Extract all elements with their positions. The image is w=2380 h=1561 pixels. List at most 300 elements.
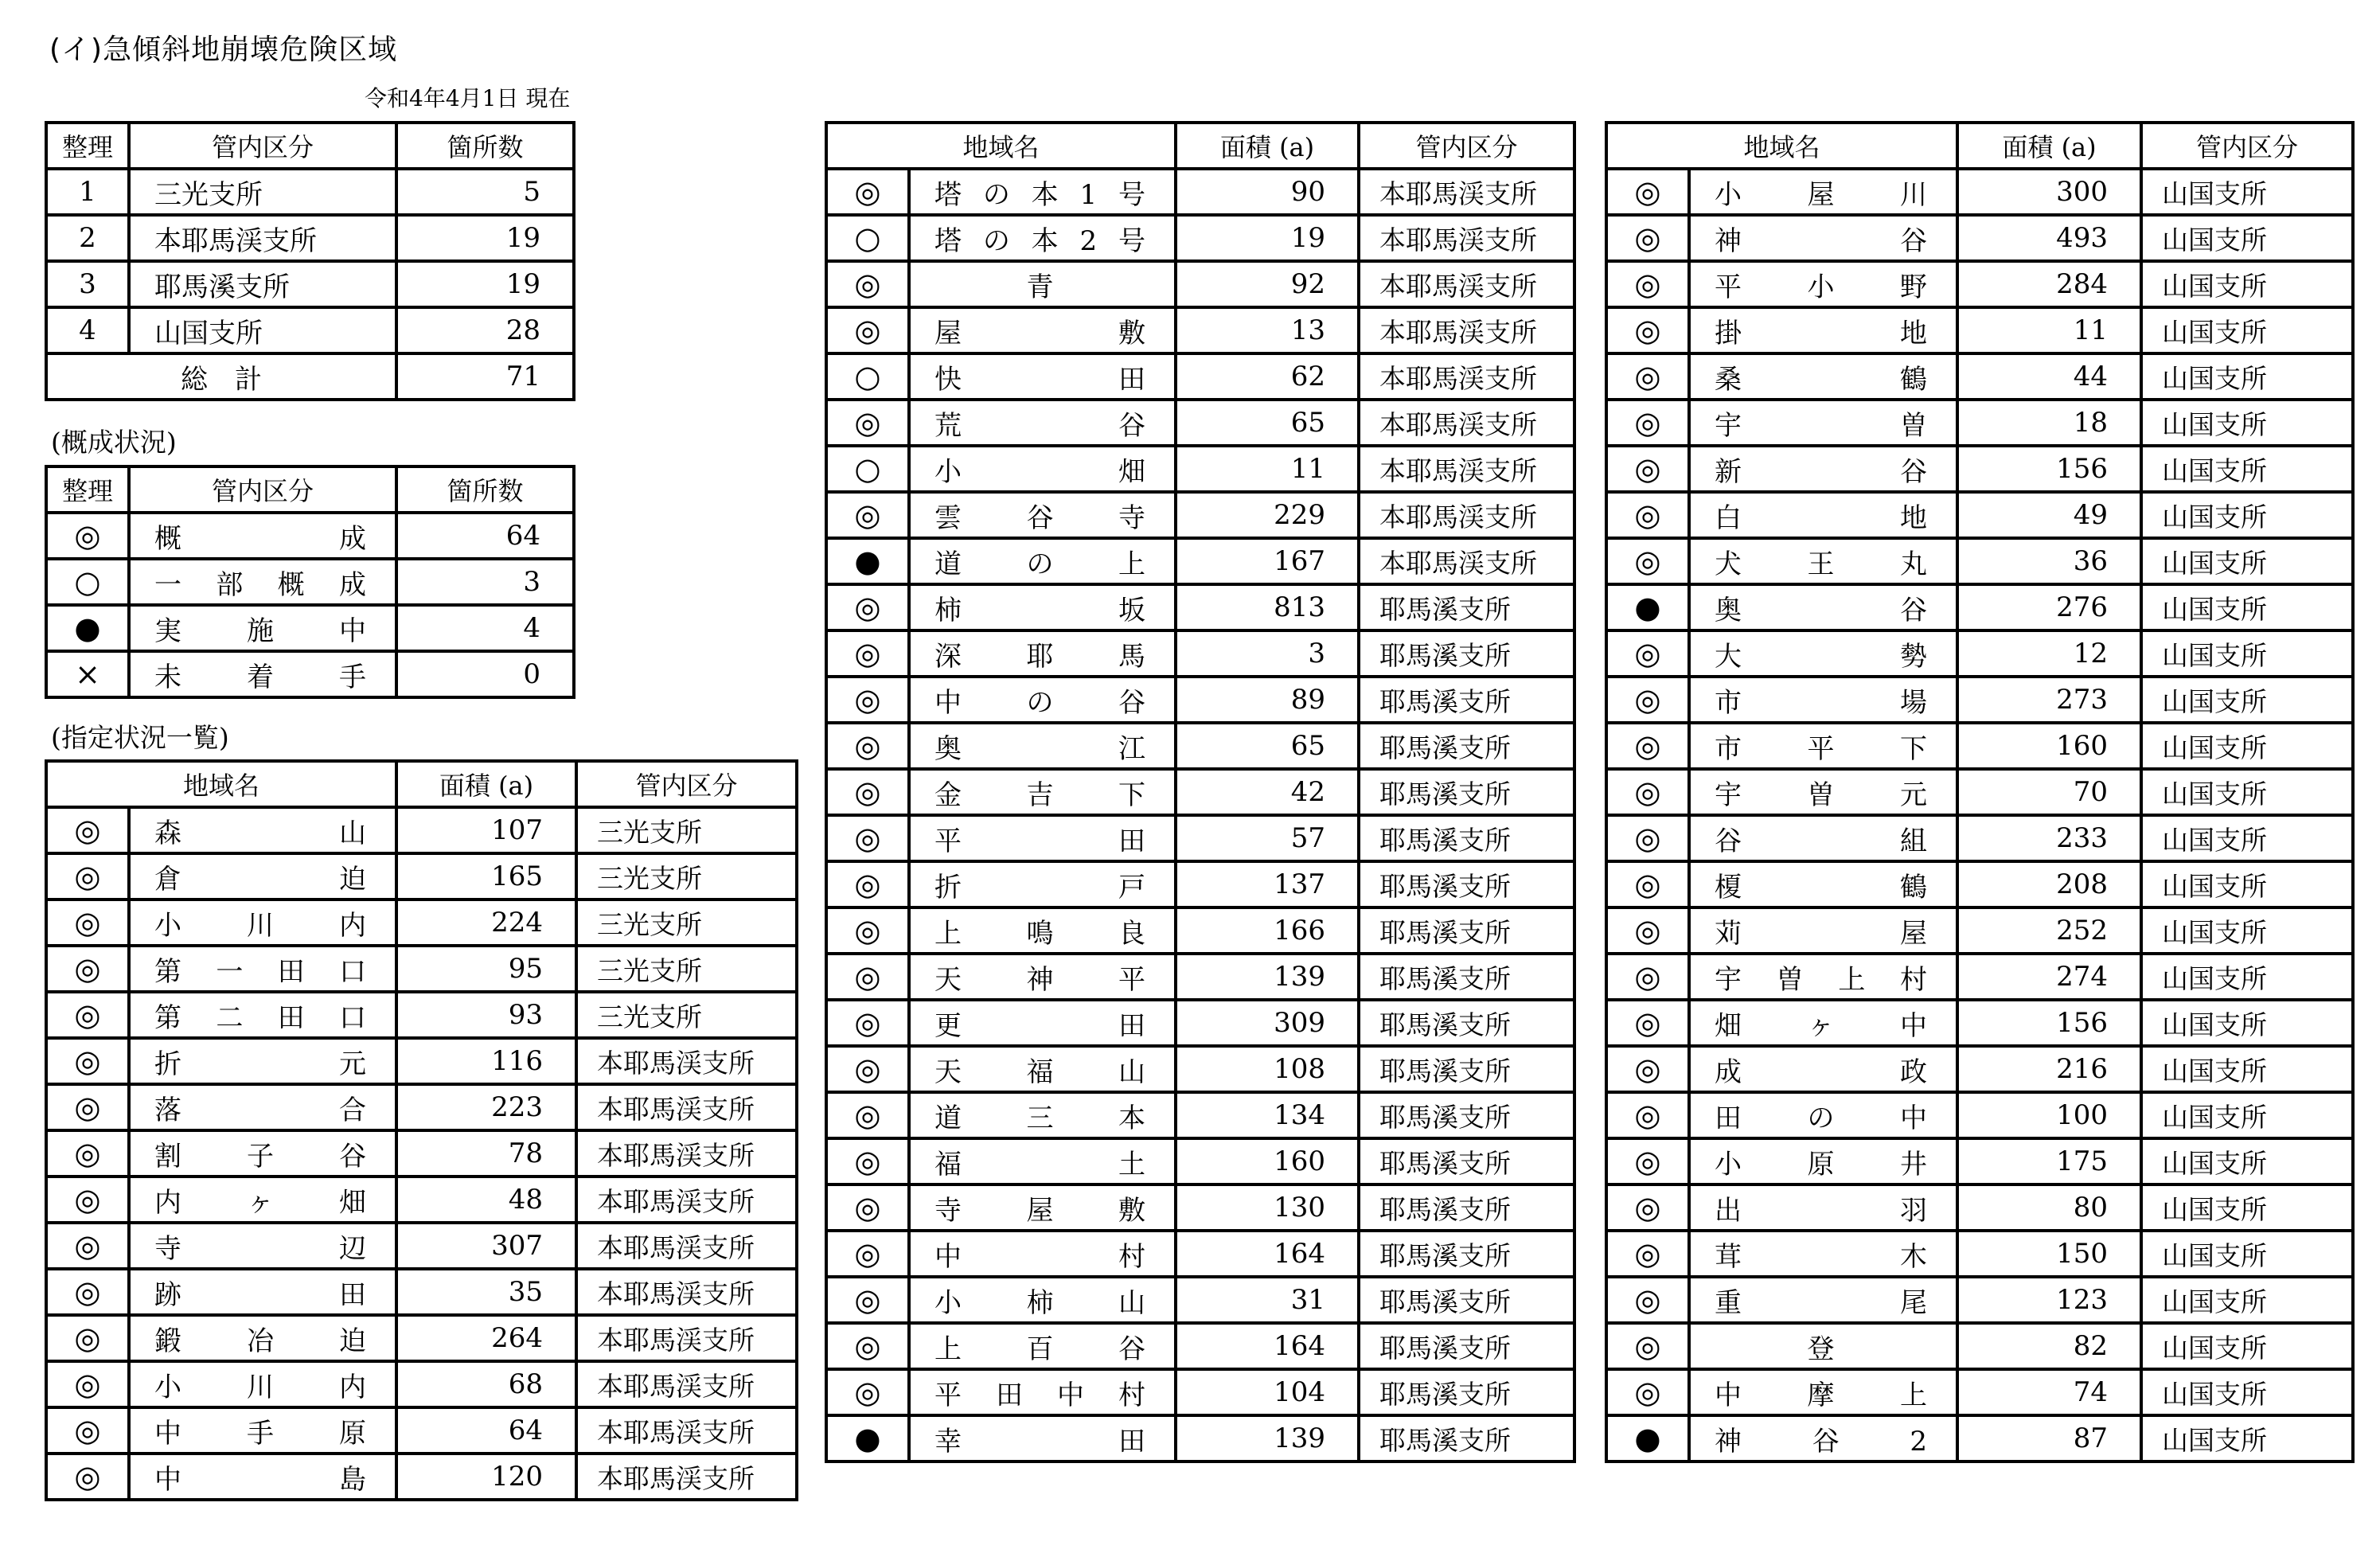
status-mark: ◎ — [1606, 261, 1689, 307]
area-size: 100 — [1957, 1092, 2141, 1138]
area-name: 天神平 — [909, 954, 1176, 1000]
table-row — [1606, 1277, 2353, 1323]
status-mark: ◎ — [1606, 1046, 1689, 1092]
area-size: 11 — [1176, 446, 1359, 492]
table-row — [826, 492, 1574, 538]
table-row — [46, 1269, 797, 1315]
area-size: 49 — [1957, 492, 2141, 538]
status-mark: ○ — [826, 446, 909, 492]
branch-name: 耶馬溪支所 — [1359, 1092, 1574, 1138]
status-table — [45, 465, 575, 699]
area-size: 284 — [1957, 261, 2141, 307]
area-name: 苅屋 — [1689, 907, 1957, 954]
table-row — [46, 1361, 797, 1407]
status-mark: ◎ — [46, 946, 129, 992]
branch-name: 本耶馬渓支所 — [1359, 353, 1574, 400]
area-size: 44 — [1957, 353, 2141, 400]
status-mark: ◎ — [826, 1138, 909, 1184]
status-mark: ◎ — [826, 261, 909, 307]
site-count: 19 — [396, 261, 574, 307]
col-header-branch: 管内区分 — [2141, 123, 2353, 169]
branch-name: 三光支所 — [576, 807, 797, 853]
branch-name: 本耶馬渓支所 — [1359, 400, 1574, 446]
branch-name: 本耶馬渓支所 — [1359, 261, 1574, 307]
status-mark: ◎ — [826, 1369, 909, 1415]
area-size: 78 — [396, 1130, 576, 1177]
area-size: 223 — [396, 1084, 576, 1130]
area-name: 平田 — [909, 815, 1176, 861]
branch-name: 耶馬溪支所 — [1359, 1415, 1574, 1461]
total-count: 71 — [396, 353, 574, 400]
table-row — [1606, 446, 2353, 492]
branch-name: 山国支所 — [2141, 907, 2353, 954]
table-row — [1606, 1000, 2353, 1046]
area-size: 150 — [1957, 1231, 2141, 1277]
status-count: 64 — [396, 513, 574, 559]
branch-name: 本耶馬渓支所 — [576, 1038, 797, 1084]
table-row — [46, 807, 797, 853]
table-row — [46, 853, 797, 900]
table-row — [1606, 907, 2353, 954]
branch-name: 本耶馬渓支所 — [1359, 492, 1574, 538]
area-size: 68 — [396, 1361, 576, 1407]
area-size: 82 — [1957, 1323, 2141, 1369]
area-size: 307 — [396, 1223, 576, 1269]
area-name: 柿坂 — [909, 584, 1176, 630]
table-row — [1606, 630, 2353, 677]
branch-name: 本耶馬渓支所 — [1359, 446, 1574, 492]
status-mark: ◎ — [1606, 1138, 1689, 1184]
table-row — [826, 1184, 1574, 1231]
table-row — [826, 1415, 1574, 1461]
table-row — [826, 1092, 1574, 1138]
col-header-area-name: 地域名 — [1606, 123, 1957, 169]
area-size: 120 — [396, 1454, 576, 1500]
area-size: 233 — [1957, 815, 2141, 861]
status-mark: ○ — [46, 559, 129, 605]
area-size: 813 — [1176, 584, 1359, 630]
area-name: 上鳴良 — [909, 907, 1176, 954]
status-mark: ◎ — [826, 1046, 909, 1092]
table-row — [826, 1231, 1574, 1277]
table-row — [1606, 169, 2353, 215]
branch-name: 山国支所 — [2141, 215, 2353, 261]
table-row — [826, 215, 1574, 261]
table-row — [826, 1277, 1574, 1323]
table-row — [826, 815, 1574, 861]
status-mark: ◎ — [1606, 353, 1689, 400]
table-row — [1606, 861, 2353, 907]
status-mark: ◎ — [826, 630, 909, 677]
area-size: 134 — [1176, 1092, 1359, 1138]
branch-name: 山国支所 — [2141, 492, 2353, 538]
status-mark: ◎ — [1606, 1231, 1689, 1277]
area-size: 309 — [1176, 1000, 1359, 1046]
area-name: 市平下 — [1689, 723, 1957, 769]
area-size: 264 — [396, 1315, 576, 1361]
area-size: 95 — [396, 946, 576, 992]
table-row — [1606, 1231, 2353, 1277]
table-row — [826, 261, 1574, 307]
area-name: 神谷2 — [1689, 1415, 1957, 1461]
table-row — [826, 1369, 1574, 1415]
area-size: 139 — [1176, 1415, 1359, 1461]
area-name: 寺屋敷 — [909, 1184, 1176, 1231]
branch-name: 山国支所 — [2141, 1415, 2353, 1461]
area-size: 252 — [1957, 907, 2141, 954]
status-mark: ◎ — [1606, 861, 1689, 907]
area-size: 274 — [1957, 954, 2141, 1000]
col-header-branch: 管内区分 — [1359, 123, 1574, 169]
table-row — [46, 307, 574, 353]
area-name: 折戸 — [909, 861, 1176, 907]
branch-name: 山国支所 — [2141, 1184, 2353, 1231]
branch-name: 本耶馬渓支所 — [576, 1223, 797, 1269]
branch-name: 本耶馬渓支所 — [576, 1407, 797, 1454]
table-row — [46, 1454, 797, 1500]
table-row — [1606, 1092, 2353, 1138]
status-mark: ◎ — [1606, 446, 1689, 492]
status-mark: ◎ — [1606, 400, 1689, 446]
area-size: 90 — [1176, 169, 1359, 215]
area-name: 大勢 — [1689, 630, 1957, 677]
table-row — [826, 538, 1574, 584]
area-name: 塔の本2号 — [909, 215, 1176, 261]
status-mark: ◎ — [826, 307, 909, 353]
status-mark: ◎ — [826, 169, 909, 215]
area-size: 13 — [1176, 307, 1359, 353]
branch-name: 山国支所 — [2141, 954, 2353, 1000]
status-mark: ◎ — [1606, 1323, 1689, 1369]
branch-name: 山国支所 — [2141, 769, 2353, 815]
status-mark: ◎ — [826, 1323, 909, 1369]
row-number: 2 — [46, 215, 129, 261]
table-row — [1606, 1138, 2353, 1184]
area-size: 208 — [1957, 861, 2141, 907]
status-name: 概成 — [129, 513, 396, 559]
table-row — [826, 630, 1574, 677]
table-row — [1606, 492, 2353, 538]
status-mark: ◎ — [1606, 169, 1689, 215]
area-size: 92 — [1176, 261, 1359, 307]
area-size: 65 — [1176, 723, 1359, 769]
area-size: 165 — [396, 853, 576, 900]
area-name: 天福山 — [909, 1046, 1176, 1092]
status-mark: ◎ — [1606, 1092, 1689, 1138]
area-name: 屋敷 — [909, 307, 1176, 353]
branch-name: 本耶馬渓支所 — [1359, 215, 1574, 261]
table-row — [46, 1084, 797, 1130]
status-mark: ● — [826, 538, 909, 584]
branch-name: 山国支所 — [129, 307, 396, 353]
table-row — [46, 946, 797, 992]
table-row — [826, 907, 1574, 954]
branch-name: 耶馬溪支所 — [1359, 1046, 1574, 1092]
table-row — [826, 353, 1574, 400]
area-size: 35 — [396, 1269, 576, 1315]
as-of-date: 令和4年4月1日 現在 — [365, 85, 571, 111]
status-mark: ◎ — [46, 1454, 129, 1500]
status-mark: ◎ — [1606, 1000, 1689, 1046]
status-mark: ◎ — [826, 815, 909, 861]
status-mark: ◎ — [826, 954, 909, 1000]
branch-name: 本耶馬渓支所 — [1359, 307, 1574, 353]
area-name: 福土 — [909, 1138, 1176, 1184]
status-mark: ◎ — [46, 807, 129, 853]
area-name: 平田中村 — [909, 1369, 1176, 1415]
col-header-branch: 管内区分 — [129, 466, 396, 513]
area-name: 塔の本1号 — [909, 169, 1176, 215]
area-size: 64 — [396, 1407, 576, 1454]
table-row — [826, 400, 1574, 446]
branch-name: 山国支所 — [2141, 538, 2353, 584]
area-size: 62 — [1176, 353, 1359, 400]
status-mark: ◎ — [1606, 677, 1689, 723]
area-size: 300 — [1957, 169, 2141, 215]
status-name: 実施中 — [129, 605, 396, 651]
status-mark: ◎ — [826, 1092, 909, 1138]
table-row — [826, 723, 1574, 769]
table-row — [826, 1046, 1574, 1092]
branch-name: 耶馬溪支所 — [1359, 769, 1574, 815]
area-name: 出羽 — [1689, 1184, 1957, 1231]
area-size: 224 — [396, 900, 576, 946]
branch-name: 山国支所 — [2141, 677, 2353, 723]
area-size: 156 — [1957, 1000, 2141, 1046]
status-mark: ● — [1606, 1415, 1689, 1461]
branch-name: 耶馬溪支所 — [1359, 1184, 1574, 1231]
area-name: 割子谷 — [129, 1130, 396, 1177]
area-name: 折元 — [129, 1038, 396, 1084]
branch-name: 耶馬溪支所 — [1359, 1000, 1574, 1046]
col-header-no: 整理 — [46, 466, 129, 513]
status-mark: ◎ — [1606, 954, 1689, 1000]
area-name: 奥谷 — [1689, 584, 1957, 630]
branch-name: 山国支所 — [2141, 584, 2353, 630]
branch-name: 耶馬溪支所 — [1359, 1138, 1574, 1184]
branch-name: 耶馬溪支所 — [1359, 723, 1574, 769]
site-count: 28 — [396, 307, 574, 353]
table-row — [1606, 677, 2353, 723]
status-mark: ◎ — [826, 1231, 909, 1277]
area-name: 桑鶴 — [1689, 353, 1957, 400]
table-row — [826, 677, 1574, 723]
table-row — [46, 1038, 797, 1084]
area-size: 175 — [1957, 1138, 2141, 1184]
table-row — [826, 769, 1574, 815]
area-name: 登 — [1689, 1323, 1957, 1369]
status-mark: ◎ — [46, 1361, 129, 1407]
site-count: 5 — [396, 169, 574, 215]
area-name: 金吉下 — [909, 769, 1176, 815]
area-size: 87 — [1957, 1415, 2141, 1461]
status-mark: ◎ — [1606, 723, 1689, 769]
col-header-branch: 管内区分 — [576, 761, 797, 807]
area-name: 犬王丸 — [1689, 538, 1957, 584]
area-size: 164 — [1176, 1231, 1359, 1277]
branch-name: 三光支所 — [576, 900, 797, 946]
area-name: 中島 — [129, 1454, 396, 1500]
status-mark: ◎ — [46, 853, 129, 900]
branch-name: 耶馬溪支所 — [129, 261, 396, 307]
area-name: 荒谷 — [909, 400, 1176, 446]
table-row — [46, 215, 574, 261]
area-size: 74 — [1957, 1369, 2141, 1415]
col-header-area-name: 地域名 — [46, 761, 396, 807]
table-row — [826, 1138, 1574, 1184]
area-name: 内ヶ畑 — [129, 1177, 396, 1223]
status-count: 4 — [396, 605, 574, 651]
designation-table-2 — [825, 121, 1576, 1463]
branch-name: 山国支所 — [2141, 815, 2353, 861]
area-name: 宇曽元 — [1689, 769, 1957, 815]
status-mark: ◎ — [46, 1177, 129, 1223]
table-row — [826, 1323, 1574, 1369]
col-header-branch: 管内区分 — [129, 123, 396, 169]
status-mark: ○ — [826, 353, 909, 400]
area-name: 神谷 — [1689, 215, 1957, 261]
branch-name: 山国支所 — [2141, 1323, 2353, 1369]
branch-name: 耶馬溪支所 — [1359, 954, 1574, 1000]
area-name: 雲谷寺 — [909, 492, 1176, 538]
branch-name: 三光支所 — [576, 992, 797, 1038]
area-name: 新谷 — [1689, 446, 1957, 492]
branch-name: 本耶馬渓支所 — [576, 1315, 797, 1361]
branch-name: 耶馬溪支所 — [1359, 815, 1574, 861]
area-size: 36 — [1957, 538, 2141, 584]
table-row — [1606, 353, 2353, 400]
table-row — [826, 584, 1574, 630]
branch-name: 山国支所 — [2141, 261, 2353, 307]
area-size: 70 — [1957, 769, 2141, 815]
status-mark: ◎ — [46, 900, 129, 946]
table-row — [46, 1130, 797, 1177]
table-row — [46, 169, 574, 215]
branch-name: 山国支所 — [2141, 1231, 2353, 1277]
site-count: 19 — [396, 215, 574, 261]
area-size: 18 — [1957, 400, 2141, 446]
branch-name: 本耶馬渓支所 — [129, 215, 396, 261]
branch-name: 山国支所 — [2141, 1046, 2353, 1092]
area-size: 108 — [1176, 1046, 1359, 1092]
table-row — [1606, 215, 2353, 261]
area-size: 164 — [1176, 1323, 1359, 1369]
col-header-area-size: 面積 (a) — [1176, 123, 1359, 169]
status-mark: ◎ — [1606, 907, 1689, 954]
table-row — [46, 1223, 797, 1269]
branch-name: 山国支所 — [2141, 307, 2353, 353]
status-caption: (概成状況) — [51, 427, 177, 458]
area-size: 156 — [1957, 446, 2141, 492]
status-mark: ◎ — [1606, 1369, 1689, 1415]
area-size: 57 — [1176, 815, 1359, 861]
branch-name: 本耶馬渓支所 — [576, 1177, 797, 1223]
table-row — [1606, 1184, 2353, 1231]
total-label: 総 計 — [46, 353, 396, 400]
branch-name: 本耶馬渓支所 — [1359, 538, 1574, 584]
branch-name: 耶馬溪支所 — [1359, 1323, 1574, 1369]
status-mark: ◎ — [1606, 815, 1689, 861]
branch-name: 本耶馬渓支所 — [576, 1361, 797, 1407]
col-header-count: 箇所数 — [396, 123, 574, 169]
area-name: 小川内 — [129, 1361, 396, 1407]
status-mark: ◎ — [826, 1277, 909, 1323]
area-name: 上百谷 — [909, 1323, 1176, 1369]
area-name: 田の中 — [1689, 1092, 1957, 1138]
branch-name: 山国支所 — [2141, 1092, 2353, 1138]
area-size: 89 — [1176, 677, 1359, 723]
area-size: 160 — [1176, 1138, 1359, 1184]
table-row — [1606, 400, 2353, 446]
status-mark: ◎ — [826, 584, 909, 630]
status-mark: ◎ — [826, 400, 909, 446]
branch-name: 山国支所 — [2141, 1277, 2353, 1323]
status-mark: ◎ — [46, 992, 129, 1038]
area-size: 48 — [396, 1177, 576, 1223]
area-name: 中村 — [909, 1231, 1176, 1277]
area-size: 130 — [1176, 1184, 1359, 1231]
table-row — [46, 1315, 797, 1361]
table-row — [1606, 261, 2353, 307]
designation-table-3 — [1605, 121, 2355, 1463]
status-mark: ◎ — [826, 1184, 909, 1231]
area-name: 第二田口 — [129, 992, 396, 1038]
table-row — [46, 651, 574, 697]
area-name: 成政 — [1689, 1046, 1957, 1092]
branch-name: 山国支所 — [2141, 630, 2353, 677]
status-mark: ◎ — [46, 1269, 129, 1315]
area-size: 65 — [1176, 400, 1359, 446]
status-mark: ◎ — [46, 1130, 129, 1177]
area-name: 道の上 — [909, 538, 1176, 584]
area-name: 小原井 — [1689, 1138, 1957, 1184]
status-mark: ◎ — [46, 1084, 129, 1130]
status-mark: ◎ — [1606, 1277, 1689, 1323]
status-mark: ◎ — [826, 1000, 909, 1046]
branch-name: 山国支所 — [2141, 1138, 2353, 1184]
table-row — [826, 169, 1574, 215]
table-row — [46, 605, 574, 651]
area-name: 小川内 — [129, 900, 396, 946]
area-size: 273 — [1957, 677, 2141, 723]
area-name: 掛地 — [1689, 307, 1957, 353]
table-row — [826, 446, 1574, 492]
status-mark: ◎ — [826, 907, 909, 954]
area-name: 畑ヶ中 — [1689, 1000, 1957, 1046]
area-size: 166 — [1176, 907, 1359, 954]
area-name: 道三本 — [909, 1092, 1176, 1138]
area-name: 青 — [909, 261, 1176, 307]
status-mark: ◎ — [1606, 1184, 1689, 1231]
area-name: 快田 — [909, 353, 1176, 400]
branch-name: 山国支所 — [2141, 169, 2353, 215]
table-row — [1606, 1415, 2353, 1461]
status-mark: ● — [46, 605, 129, 651]
branch-name: 本耶馬渓支所 — [576, 1454, 797, 1500]
status-mark: ◎ — [1606, 215, 1689, 261]
area-name: 中の谷 — [909, 677, 1176, 723]
area-name: 深耶馬 — [909, 630, 1176, 677]
area-name: 幸田 — [909, 1415, 1176, 1461]
branch-name: 耶馬溪支所 — [1359, 630, 1574, 677]
area-name: 平小野 — [1689, 261, 1957, 307]
branch-name: 耶馬溪支所 — [1359, 1277, 1574, 1323]
area-name: 第一田口 — [129, 946, 396, 992]
table-row — [46, 559, 574, 605]
status-name: 一部概成 — [129, 559, 396, 605]
area-name: 中摩上 — [1689, 1369, 1957, 1415]
area-name: 重尾 — [1689, 1277, 1957, 1323]
